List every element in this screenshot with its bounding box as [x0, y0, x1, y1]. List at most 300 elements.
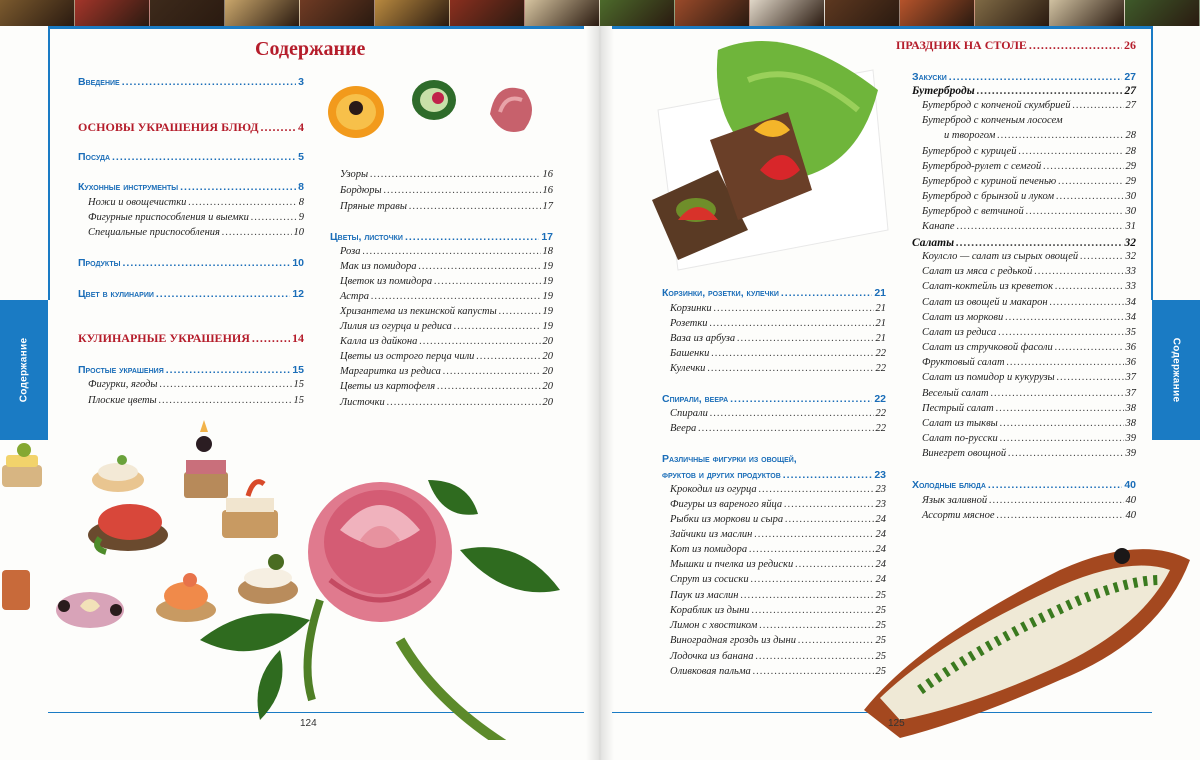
toc-entry-page: 22 [875, 423, 886, 434]
toc-entry-page: 27 [1125, 100, 1136, 111]
toc-leader-dots [1055, 280, 1124, 294]
toc-entry-title: Продукты [78, 257, 121, 269]
toc-entry-title: Бордюры [340, 185, 382, 196]
toc-entry [912, 70, 1136, 84]
toc-entry-page: 39 [1125, 433, 1136, 444]
toc-entry-title: Бутерброд-рулет с семгой [922, 161, 1042, 172]
toc-leader-dots [737, 332, 873, 346]
toc-entry [88, 226, 304, 240]
toc-leader-dots [730, 392, 872, 406]
toc-leader-dots [1000, 432, 1124, 446]
toc-entry-title: Кулечки [670, 363, 706, 374]
toc-entry-title: Роза [340, 246, 361, 257]
toc-entry [922, 509, 1136, 523]
toc-entry-title: Маргаритка из редиса [340, 366, 441, 377]
toc-entry-title: Введение [78, 76, 120, 88]
toc-entry-page: 19 [542, 261, 553, 272]
toc-entry [670, 650, 886, 664]
toc-entry-page: 9 [298, 212, 304, 223]
toc-entry-title: Кораблик из дыни [670, 605, 750, 616]
toc-entry [922, 99, 1136, 113]
toc-entry-page: 8 [298, 181, 304, 193]
toc-entry [78, 75, 304, 89]
toc-leader-dots [783, 468, 873, 482]
strip-photo-tile [675, 0, 750, 26]
toc-leader-dots [251, 211, 297, 225]
toc-entry-title: Крокодил из огурца [670, 484, 757, 495]
toc-leader-dots [476, 350, 540, 364]
toc-entry-page: 21 [875, 303, 886, 314]
toc-entry-title: и творогом [944, 130, 996, 141]
toc-entry [922, 145, 1136, 159]
toc-entry [922, 341, 1136, 355]
toc-entry-title: Бутерброд с брынзой и луком [922, 191, 1055, 202]
toc-entry [922, 280, 1136, 294]
toc-entry [670, 665, 886, 679]
toc-entry-page: 32 [1125, 251, 1136, 262]
toc-leader-dots [159, 394, 292, 408]
toc-entry-page: 19 [542, 321, 553, 332]
toc-entry-page: 19 [542, 276, 553, 287]
toc-entry [912, 236, 1136, 250]
toc-entry-page: 14 [292, 331, 304, 345]
toc-entry-page: 22 [875, 348, 886, 359]
toc-entry-page: 39 [1125, 448, 1136, 459]
toc-entry-title: Бутерброд с куриной печенью [922, 176, 1057, 187]
toc-entry [340, 305, 553, 319]
toc-entry-page: 17 [542, 201, 553, 212]
rose-icon [308, 482, 452, 622]
strip-photo-tile [375, 0, 450, 26]
toc-entry-page: 18 [542, 246, 553, 257]
toc-entry-title: Цветы, листочки [330, 231, 403, 243]
toc-entry [340, 245, 553, 259]
toc-entry-title: Фруктовый салат [922, 357, 1005, 368]
left-top-rule [48, 26, 584, 29]
toc-entry-page: 28 [1125, 146, 1136, 157]
toc-entry-title: Салаты [912, 237, 955, 249]
toc-entry-title: Кот из помидора [670, 544, 748, 555]
toc-entry [922, 371, 1136, 385]
right-page-number: 125 [888, 718, 905, 729]
toc-leader-dots [749, 543, 873, 557]
toc-entry-title: Салат-коктейль из креветок [922, 281, 1053, 292]
toc-leader-dots [1057, 371, 1124, 385]
toc-entry-title: Бутерброд с ветчиной [922, 206, 1024, 217]
toc-leader-dots [371, 290, 541, 304]
toc-entry-page: 22 [875, 408, 886, 419]
toc-entry-page: 35 [1125, 327, 1136, 338]
toc-entry [922, 250, 1136, 264]
toc-entry [78, 287, 304, 301]
toc-leader-dots [988, 478, 1122, 492]
toc-entry-title: Салат из редиса [922, 327, 997, 338]
toc-entry-title: Бутерброд с копченым лососем [922, 115, 1063, 126]
toc-entry-page: 25 [875, 590, 886, 601]
book-gutter [586, 0, 614, 760]
toc-entry-title: Спирали, веера [662, 393, 729, 405]
toc-entry [922, 311, 1136, 325]
toc-entry-title: Различные фигурки из овощей, [662, 453, 797, 465]
strip-photo-tile [600, 0, 675, 26]
toc-entry-page: 27 [1124, 85, 1136, 97]
toc-entry-title: Ассорти мясное [922, 510, 995, 521]
toc-entry [670, 483, 886, 497]
toc-entry-title: Башенки [670, 348, 710, 359]
toc-leader-dots [759, 483, 874, 497]
toc-entry [670, 407, 886, 421]
toc-leader-dots [1026, 205, 1124, 219]
toc-entry [670, 543, 886, 557]
toc-leader-dots [711, 347, 873, 361]
toc-entry [670, 513, 886, 527]
toc-entry [78, 331, 304, 345]
toc-leader-dots [1050, 296, 1124, 310]
toc-entry-title: Цветок из помидора [340, 276, 433, 287]
toc-entry-page: 21 [874, 287, 886, 299]
toc-entry [78, 180, 304, 194]
toc-entry-page: 25 [875, 635, 886, 646]
toc-leader-dots [1043, 160, 1123, 174]
toc-leader-dots [698, 422, 873, 436]
toc-entry-page: 34 [1125, 312, 1136, 323]
toc-entry [662, 392, 886, 406]
toc-entry-page: 31 [1125, 221, 1136, 232]
toc-entry [912, 84, 1136, 98]
toc-leader-dots [261, 120, 296, 134]
side-tab-right [1152, 300, 1200, 440]
toc-leader-dots [405, 230, 539, 244]
left-page-number: 124 [300, 718, 317, 729]
toc-entry [670, 528, 886, 542]
toc-entry-title: Салат из тыквы [922, 418, 998, 429]
toc-leader-dots [710, 317, 874, 331]
toc-entry-title: Пряные травы [340, 201, 407, 212]
toc-entry [922, 160, 1136, 174]
toc-leader-dots [949, 70, 1123, 84]
toc-leader-dots [1072, 99, 1123, 113]
toc-entry-title: Фигурные приспособления и выемки [88, 212, 249, 223]
toc-entry-title: Хризантема из пекинской капусты [340, 306, 497, 317]
toc-entry-page: 16 [542, 185, 553, 196]
toc-entry-page: 23 [875, 484, 886, 495]
strip-photo-tile [0, 0, 75, 26]
toc-entry [670, 422, 886, 436]
toc-entry-page: 19 [542, 306, 553, 317]
toc-entry [670, 362, 886, 376]
toc-entry [340, 335, 553, 349]
toc-entry [330, 230, 553, 244]
toc-leader-dots [437, 380, 540, 394]
toc-entry-title: Зайчики из маслин [670, 529, 753, 540]
toc-entry-title: Лимон с хвостиком [670, 620, 758, 631]
toc-entry-page: 20 [542, 351, 553, 362]
toc-entry [78, 256, 304, 270]
toc-leader-dots [188, 196, 296, 210]
sandwiches-photo [648, 40, 898, 280]
toc-entry-page: 20 [542, 397, 553, 408]
toc-leader-dots [443, 365, 541, 379]
toc-entry [340, 380, 553, 394]
toc-entry [912, 478, 1136, 492]
toc-entry-title: Посуда [78, 151, 110, 163]
toc-entry [922, 356, 1136, 370]
toc-entry-page: 30 [1125, 191, 1136, 202]
toc-leader-dots [956, 236, 1122, 250]
toc-entry [670, 332, 886, 346]
toc-entry-title: Салат из овощей и макарон [922, 297, 1048, 308]
toc-leader-dots [122, 256, 290, 270]
toc-entry-title: Веера [670, 423, 697, 434]
toc-entry [922, 265, 1136, 279]
toc-entry-title: Листочки [340, 397, 385, 408]
toc-entry-page: 5 [298, 151, 304, 163]
toc-entry-title: Мак из помидора [340, 261, 417, 272]
toc-entry [922, 326, 1136, 340]
toc-entry-title: Салат из мяса с редькой [922, 266, 1033, 277]
toc-entry [922, 387, 1136, 401]
toc-leader-dots [710, 407, 874, 421]
toc-entry-title: Виноградная гроздь из дыни [670, 635, 796, 646]
toc-entry-title: Винегрет овощной [922, 448, 1007, 459]
toc-entry-page: 28 [1125, 130, 1136, 141]
toc-leader-dots [166, 363, 291, 377]
strip-photo-tile [1050, 0, 1125, 26]
toc-leader-dots [795, 558, 873, 572]
toc-entry [670, 558, 886, 572]
toc-leader-dots [370, 168, 540, 182]
toc-leader-dots [785, 513, 873, 527]
toc-entry-page: 22 [874, 393, 886, 405]
strip-photo-tile [450, 0, 525, 26]
toc-entry-title: Язык заливной [922, 495, 988, 506]
toc-leader-dots [741, 589, 874, 603]
toc-entry-page: 20 [542, 366, 553, 377]
toc-entry-page: 25 [875, 605, 886, 616]
toc-entry-title: Ваза из арбуза [670, 333, 736, 344]
toc-entry [78, 150, 304, 164]
toc-entry-page: 37 [1125, 372, 1136, 383]
toc-entry-title: Спирали [670, 408, 708, 419]
toc-entry [922, 494, 1136, 508]
toc-entry-page: 21 [875, 318, 886, 329]
strip-photo-tile [750, 0, 825, 26]
toc-leader-dots [180, 180, 296, 194]
toc-entry-page: 16 [542, 169, 553, 180]
right-frame-line [1151, 26, 1153, 300]
toc-leader-dots [755, 650, 873, 664]
page-title: Содержание [255, 38, 366, 60]
toc-entry [340, 350, 553, 364]
toc-leader-dots [1018, 145, 1123, 159]
toc-leader-dots [156, 287, 290, 301]
strip-photo-tile [300, 0, 375, 26]
toc-entry-title: Цвет в кулинарии [78, 288, 154, 300]
toc-entry-page: 10 [292, 257, 304, 269]
ham-roll-garnish-icon [490, 88, 532, 132]
toc-entry-title: Салат по-русски [922, 433, 998, 444]
toc-entry-title: Корзинки, розетки, кулечки [662, 287, 779, 299]
side-tab-right-label: Содержание [1170, 337, 1182, 403]
toc-leader-dots [989, 494, 1123, 508]
toc-entry-page: 29 [1125, 161, 1136, 172]
toc-entry-page: 17 [541, 231, 553, 243]
toc-entry-title: фруктов и других продуктов [662, 469, 781, 481]
toc-entry-title: КУЛИНАРНЫЕ УКРАШЕНИЯ [78, 331, 250, 345]
toc-entry-title: Оливковая пальма [670, 666, 751, 677]
toc-entry-title: Бутерброд с курицей [922, 146, 1017, 157]
toc-entry-page: 40 [1124, 479, 1136, 491]
toc-entry-page: 27 [1124, 71, 1136, 83]
strip-photo-tile [75, 0, 150, 26]
toc-leader-dots [252, 331, 290, 345]
toc-entry-title: Плоские цветы [88, 395, 157, 406]
toc-leader-dots [714, 302, 874, 316]
toc-leader-dots [1008, 447, 1123, 461]
toc-entry-page: 25 [875, 666, 886, 677]
toc-leader-dots [384, 184, 541, 198]
toc-entry-page: 24 [875, 514, 886, 525]
toc-entry-page: 21 [875, 333, 886, 344]
toc-entry-title: Лилия из огурца и редиса [340, 321, 452, 332]
toc-entry-page: 36 [1125, 357, 1136, 368]
toc-entry [922, 114, 1136, 128]
toc-leader-dots [499, 305, 541, 319]
toc-leader-dots [418, 260, 540, 274]
toc-entry-title: Коулсло — салат из сырых овощей [922, 251, 1079, 262]
toc-entry [340, 320, 553, 334]
toc-leader-dots [752, 604, 874, 618]
toc-entry [88, 196, 304, 210]
toc-leader-dots [998, 326, 1123, 340]
toc-leader-dots [363, 245, 541, 259]
toc-entry-page: 3 [298, 76, 304, 88]
canape-4 [88, 504, 168, 552]
toc-entry [944, 129, 1136, 143]
toc-entry [670, 604, 886, 618]
orange-garnish-icon [328, 86, 384, 138]
toc-entry [340, 184, 553, 198]
toc-entry-title: Спрут из сосиски [670, 574, 749, 585]
top-photo-strip [0, 0, 1200, 26]
toc-leader-dots [1080, 250, 1123, 264]
toc-leader-dots [784, 498, 873, 512]
toc-entry-title: Пестрый салат [922, 403, 994, 414]
garnish-photos-top [318, 74, 538, 154]
toc-entry-page: 37 [1125, 388, 1136, 399]
toc-leader-dots [1058, 175, 1123, 189]
toc-leader-dots [996, 402, 1124, 416]
toc-entry [340, 365, 553, 379]
toc-leader-dots [1056, 190, 1123, 204]
toc-entry-page: 34 [1125, 297, 1136, 308]
toc-entry-page: 38 [1125, 418, 1136, 429]
toc-entry-title: Кухонные инструменты [78, 181, 179, 193]
toc-entry-page: 23 [874, 469, 886, 481]
toc-entry-title: Фигурки, ягоды [88, 379, 158, 390]
toc-entry [670, 589, 886, 603]
toc-entry-page: 24 [875, 544, 886, 555]
ham-rose-photo [190, 470, 570, 740]
toc-entry-title: Холодные блюда [912, 479, 986, 491]
salad-boat-photo [860, 530, 1200, 750]
toc-entry-title: Цветы из острого перца чили [340, 351, 475, 362]
toc-leader-dots [122, 75, 296, 89]
toc-leader-dots [781, 286, 872, 300]
toc-entry-title: Паук из маслин [670, 590, 739, 601]
toc-entry [922, 220, 1136, 234]
toc-leader-dots [1005, 311, 1123, 325]
toc-entry [670, 619, 886, 633]
toc-entry-title: Лодочка из банана [670, 651, 754, 662]
toc-entry [340, 168, 553, 182]
toc-entry [670, 498, 886, 512]
toc-entry-page: 15 [293, 395, 304, 406]
toc-entry-page: 26 [1124, 38, 1136, 52]
toc-entry-page: 15 [293, 379, 304, 390]
toc-entry-title: Цветы из картофеля [340, 381, 436, 392]
toc-entry [670, 317, 886, 331]
toc-leader-dots [754, 528, 873, 542]
toc-entry-title: Калла из дайкона [340, 336, 418, 347]
toc-entry-title: Канапе [922, 221, 955, 232]
toc-entry-page: 25 [875, 651, 886, 662]
toc-entry-title: Фигуры из вареного яйца [670, 499, 783, 510]
toc-entry [662, 468, 886, 482]
toc-entry-page: 32 [1124, 237, 1136, 249]
toc-entry [922, 190, 1136, 204]
toc-entry [670, 573, 886, 587]
toc-leader-dots [112, 150, 296, 164]
toc-entry-page: 19 [542, 291, 553, 302]
toc-entry-title: Специальные приспособления [88, 227, 220, 238]
toc-entry-title: Ножи и овощечистки [88, 197, 187, 208]
toc-entry-title: Корзинки [670, 303, 712, 314]
toc-leader-dots [751, 573, 874, 587]
strip-photo-tile [1125, 0, 1200, 26]
toc-entry [340, 200, 553, 214]
toc-leader-dots [1055, 341, 1124, 355]
toc-leader-dots [454, 320, 541, 334]
toc-leader-dots [387, 396, 541, 410]
toc-entry-title: Салат из моркови [922, 312, 1004, 323]
toc-entry-title: ОСНОВЫ УКРАШЕНИЯ БЛЮД [78, 120, 259, 134]
toc-entry-page: 33 [1125, 266, 1136, 277]
toc-entry-page: 40 [1125, 495, 1136, 506]
cucumber-garnish-icon [412, 80, 456, 120]
toc-leader-dots [1000, 417, 1124, 431]
toc-entry-page: 24 [875, 574, 886, 585]
toc-entry-page: 33 [1125, 281, 1136, 292]
canape-8 [56, 592, 124, 628]
toc-entry-page: 29 [1125, 176, 1136, 187]
toc-entry-page: 4 [298, 120, 304, 134]
toc-entry-page: 23 [875, 499, 886, 510]
strip-photo-tile [225, 0, 300, 26]
strip-photo-tile [525, 0, 600, 26]
toc-entry-page: 22 [875, 363, 886, 374]
toc-entry-page: 8 [298, 197, 304, 208]
canape-1 [2, 443, 42, 487]
toc-entry-page: 38 [1125, 403, 1136, 414]
toc-entry [670, 302, 886, 316]
toc-leader-dots [222, 226, 292, 240]
toc-entry [340, 275, 553, 289]
toc-leader-dots [434, 275, 540, 289]
toc-entry-page: 10 [293, 227, 304, 238]
toc-leader-dots [997, 509, 1124, 523]
toc-entry-title: Рыбки из моркови и сыра [670, 514, 784, 525]
